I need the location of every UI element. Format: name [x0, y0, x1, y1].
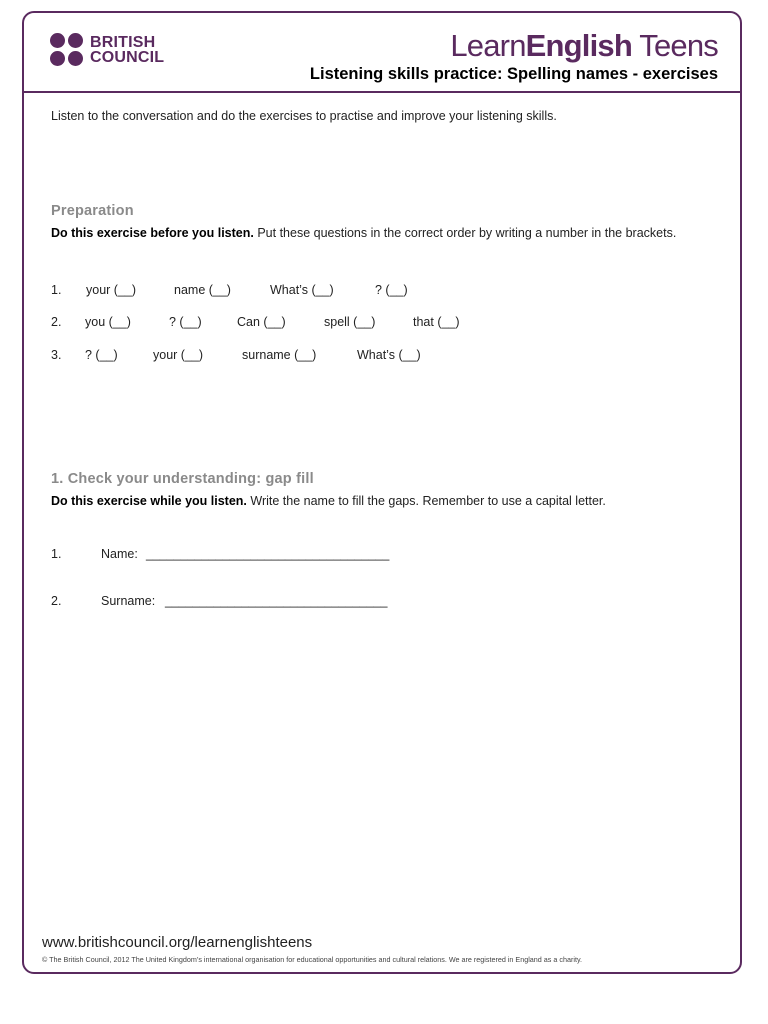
item-number: 1.: [51, 547, 62, 561]
exercise1-instruction-bold: Do this exercise while you listen.: [51, 494, 247, 508]
footer-copyright: © The British Council, 2012 The United Kingdom’s international organisation for educational opportunities and cultural relations. We are registered in England as a charity.: [42, 955, 583, 964]
intro-text: Listen to the conversation and do the exercises to practise and improve your listening skills.: [51, 109, 557, 123]
british-council-dots-icon: [50, 33, 83, 66]
exercise1-instruction-rest: Write the name to fill the gaps. Remember to use a capital letter.: [246, 494, 606, 508]
preparation-instruction-bold: Do this exercise before you listen.: [51, 226, 254, 240]
word-item[interactable]: your (__): [153, 348, 204, 362]
exercise1-heading: 1. Check your understanding: gap fill: [51, 471, 314, 487]
word-item[interactable]: spell (__): [324, 315, 376, 329]
logo-teens: Teens: [632, 28, 718, 63]
item-number: 2.: [51, 594, 62, 608]
header-divider: [22, 91, 742, 93]
word-item[interactable]: ? (__): [375, 283, 408, 297]
question-number: 2.: [51, 315, 62, 329]
preparation-heading: Preparation: [51, 203, 134, 219]
word-item[interactable]: that (__): [413, 315, 460, 329]
word-item[interactable]: ? (__): [169, 315, 202, 329]
word-item[interactable]: What’s (__): [270, 283, 334, 297]
name-gap-field[interactable]: ___________________________________: [146, 547, 390, 561]
name-label: Name:: [101, 547, 138, 561]
word-item[interactable]: ? (__): [85, 348, 118, 362]
logo-text-line1: BRITISH: [90, 33, 156, 51]
preparation-instruction: [51, 224, 721, 242]
british-council-logo: [50, 33, 164, 66]
word-item[interactable]: surname (__): [242, 348, 317, 362]
word-item[interactable]: What’s (__): [357, 348, 421, 362]
word-item[interactable]: your (__): [86, 283, 137, 297]
surname-gap-field[interactable]: ________________________________: [165, 594, 388, 608]
footer-url[interactable]: www.britishcouncil.org/learnenglishteens: [42, 934, 313, 951]
document-title: Listening skills practice: Spelling names - exercises: [309, 65, 718, 83]
logo-english: English: [525, 28, 633, 63]
word-item[interactable]: Can (__): [237, 315, 286, 329]
logo-learn: Learn: [450, 28, 526, 63]
logo-text-line2: COUNCIL: [90, 48, 165, 66]
question-number: 3.: [51, 348, 62, 362]
question-number: 1.: [51, 283, 62, 297]
word-item[interactable]: you (__): [85, 315, 131, 329]
surname-label: Surname:: [101, 594, 156, 608]
learnenglish-teens-logo: [450, 28, 718, 64]
word-item[interactable]: name (__): [174, 283, 231, 297]
exercise1-instruction: [51, 492, 721, 510]
preparation-instruction-rest: Put these questions in the correct order by writing a number in the brackets.: [253, 226, 677, 240]
